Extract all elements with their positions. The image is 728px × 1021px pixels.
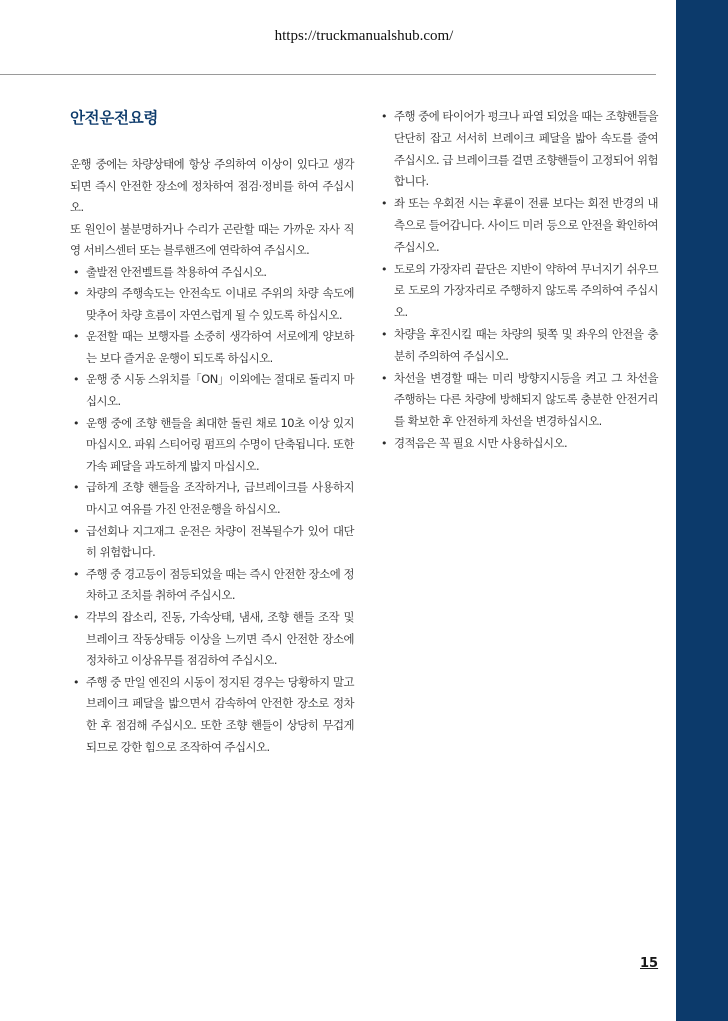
bullet-icon: •	[73, 287, 79, 301]
bullet-icon: •	[73, 567, 79, 581]
bullet-icon: •	[73, 416, 79, 430]
intro-paragraph-2: 또 원인이 불분명하거나 수리가 곤란할 때는 가까운 자사 직영 서비스센터 또는 블루핸즈에 연락하여 주십시오.	[70, 221, 354, 257]
bullet-icon: •	[381, 197, 387, 211]
bullet-icon: •	[73, 373, 79, 387]
intro-paragraph-1: 운행 중에는 차량상태에 항상 주의하여 이상이 있다고 생각되면 즉시 안전한 장소에 정차하여 점검·정비를 하여 주십시오.	[70, 157, 354, 214]
bullet-icon: •	[381, 371, 387, 385]
list-item: • 차량을 후진시킬 때는 차량의 뒷쪽 및 좌우의 안전을 충분히 주의하여 주십시오.	[378, 324, 658, 368]
list-item: • 좌 또는 우회전 시는 후륜이 전륜 보다는 회전 반경의 내측으로 들어갑니다. 사이드 미러 등으로 안전을 확인하여 주십시오.	[378, 193, 658, 258]
bullet-icon: •	[73, 524, 79, 538]
list-item: • 급하게 조향 핸들을 조작하거나, 급브레이크를 사용하지 마시고 여유를 가진 안전운행을 하십시오.	[70, 477, 354, 520]
side-color-bar	[676, 0, 728, 1021]
bullet-icon: •	[73, 675, 79, 689]
page-url-header: https://truckmanualshub.com/	[274, 28, 454, 44]
list-item: • 각부의 잡소리, 진동, 가속상태, 냄새, 조향 핸들 조작 및 브레이크 작동상태등 이상을 느끼면 즉시 안전한 장소에 정차하고 이상유무를 점검하여 주십시오.	[70, 607, 354, 672]
bullet-icon: •	[381, 327, 387, 341]
left-column	[70, 106, 354, 758]
list-item: • 차량의 주행속도는 안전속도 이내로 주위의 차량 속도에 맞추어 차량 흐름이 자연스럽게 될 수 있도록 하십시오.	[70, 283, 354, 326]
list-item: • 운행 중 시동 스위치를「ON」이외에는 절대로 돌리지 마십시오.	[70, 369, 354, 412]
list-item: • 경적음은 꼭 필요 시만 사용하십시오.	[378, 433, 658, 455]
bullet-icon: •	[73, 330, 79, 344]
bullet-icon: •	[381, 110, 387, 123]
list-item: • 운전할 때는 보행자를 소중히 생각하여 서로에게 양보하는 보다 즐거운 운행이 되도록 하십시오.	[70, 326, 354, 369]
list-item: • 도로의 가장자리 끝단은 지반이 약하여 무너지기 쉬우므로 도로의 가장자리로 주행하지 않도록 주의하여 주십시오.	[378, 259, 658, 324]
bullet-icon: •	[381, 436, 387, 450]
bullet-icon: •	[73, 481, 79, 495]
list-item: • 출발전 안전벨트를 착용하여 주십시오.	[70, 262, 354, 284]
list-item: • 주행 중에 타이어가 펑크나 파열 되었을 때는 조향핸들을 단단히 잡고 서서히 브레이크 페달을 밟아 속도를 줄여 주십시오. 급 브레이크를 걸면 조향핸들이 고정되어 위험합니다.	[378, 106, 658, 193]
section-title: 안전운전요령	[70, 109, 159, 127]
bullet-icon: •	[381, 262, 387, 276]
left-bullet-list	[70, 262, 354, 759]
list-item: • 주행 중 만일 엔진의 시동이 정지된 경우는 당황하지 말고 브레이크 페달을 밟으면서 감속하여 안전한 장소로 정차한 후 점검해 주십시오. 또한 조향 핸들이 상당히 무겁게 되므로 강한 힘으로 조작하여 주십시오.	[70, 672, 354, 758]
list-item: • 운행 중에 조향 핸들을 최대한 돌린 채로 10초 이상 있지 마십시오. 파워 스티어링 펌프의 수명이 단축됩니다. 또한 가속 페달을 과도하게 밟지 마십시오.	[70, 413, 354, 478]
right-column	[378, 106, 658, 455]
list-item: • 차선을 변경할 때는 미리 방향지시등을 켜고 그 차선을 주행하는 다른 차량에 방해되지 않도록 충분한 안전거리를 확보한 후 안전하게 차선을 변경하십시오.	[378, 368, 658, 433]
list-item: • 급선회나 지그재그 운전은 차량이 전복될수가 있어 대단히 위험합니다.	[70, 521, 354, 564]
bullet-icon: •	[73, 611, 79, 624]
bullet-icon: •	[73, 265, 79, 279]
page-number: 15	[640, 956, 659, 971]
header-divider	[0, 74, 656, 75]
right-bullet-list	[378, 106, 658, 455]
list-item: • 주행 중 경고등이 점등되었을 때는 즉시 안전한 장소에 정차하고 조치를 취하여 주십시오.	[70, 564, 354, 607]
